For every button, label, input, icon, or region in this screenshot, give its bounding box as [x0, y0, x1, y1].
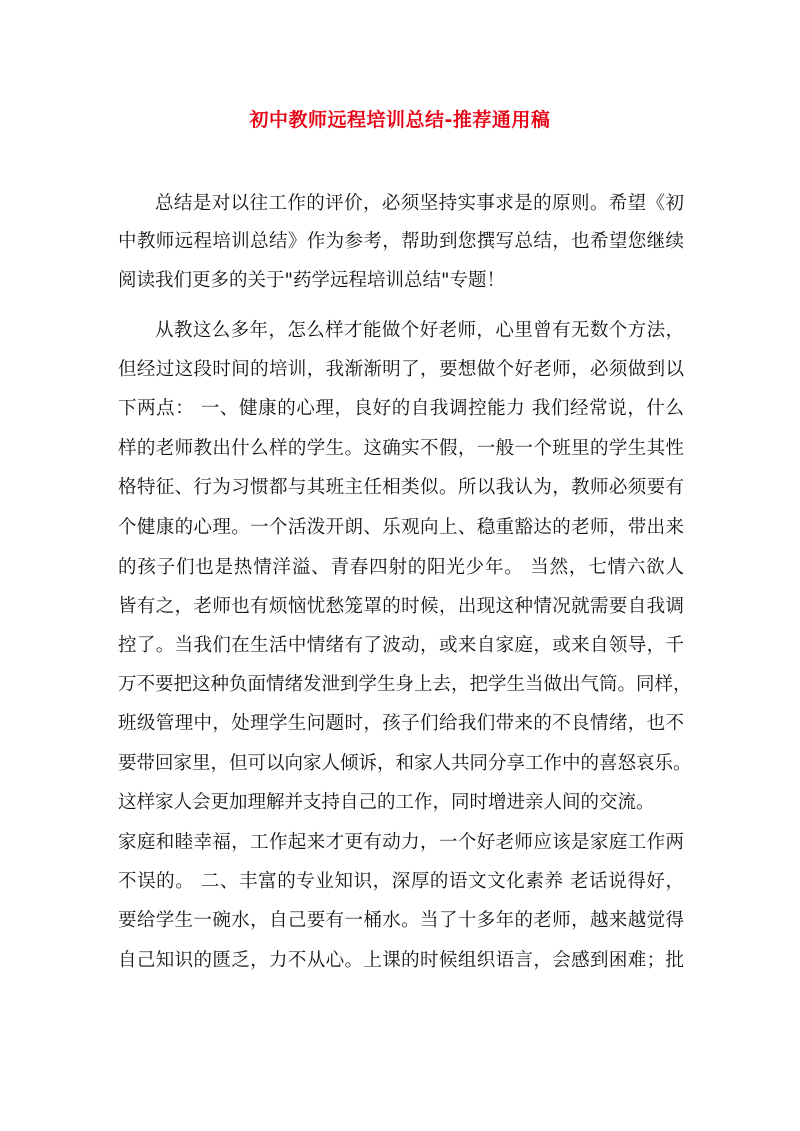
paragraph-2-line-4: 样的老师教出什么样的学生。这确实不假，一般一个班里的学生其性	[118, 438, 684, 459]
paragraph-2-line-12: 要带回家里，但可以向家人倾诉，和家人共同分享工作中的喜怒哀乐。	[118, 753, 692, 774]
paragraph-1-line-2: 中教师远程培训总结》作为参考，帮助到您撰写总结，也希望您继续	[118, 231, 684, 252]
paragraph-2-line-3: 下两点： 一、健康的心理，良好的自我调控能力 我们经常说，什么	[118, 398, 684, 419]
document-title: 初中教师远程培训总结-推荐通用稿	[249, 109, 551, 131]
paragraph-1-line-3: 阅读我们更多的关于"药学远程培训总结"专题！	[118, 270, 506, 291]
paragraph-2-line-5: 格特征、行为习惯都与其班主任相类似。所以我认为，教师必须要有	[118, 477, 684, 498]
paragraph-2-line-1: 从教这么多年，怎么样才能做个好老师，心里曾有无数个方法，	[155, 320, 684, 341]
paragraph-2-line-10: 万不要把这种负面情绪发泄到学生身上去，把学生当做出气筒。同样，	[118, 674, 692, 695]
paragraph-2-line-11: 班级管理中，处理学生问题时，孩子们给我们带来的不良情绪，也不	[118, 713, 684, 734]
paragraph-2-line-17: 自己知识的匮乏，力不从心。上课的时候组织语言，会感到困难；批	[118, 950, 684, 971]
paragraph-2-line-2: 但经过这段时间的培训，我渐渐明了，要想做个好老师，必须做到以	[118, 359, 684, 380]
paragraph-2-line-13: 这样家人会更加理解并支持自己的工作，同时增进亲人间的交流。	[118, 792, 655, 813]
paragraph-2-line-6: 个健康的心理。一个活泼开朗、乐观向上、稳重豁达的老师，带出来	[118, 517, 684, 538]
paragraph-2-line-14: 家庭和睦幸福，工作起来才更有动力，一个好老师应该是家庭工作两	[118, 832, 684, 853]
paragraph-2-line-7: 的孩子们也是热情洋溢、青春四射的阳光少年。 当然，七情六欲人	[118, 557, 684, 578]
paragraph-2-line-9: 控了。当我们在生活中情绪有了波动，或来自家庭，或来自领导，千	[118, 635, 684, 656]
paragraph-2-line-16: 要给学生一碗水，自己要有一桶水。当了十多年的老师，越来越觉得	[118, 910, 684, 931]
paragraph-2-line-8: 皆有之，老师也有烦恼忧愁笼罩的时候，出现这种情况就需要自我调	[118, 596, 684, 617]
paragraph-1-line-1: 总结是对以往工作的评价，必须坚持实事求是的原则。希望《初	[155, 193, 684, 214]
paragraph-2-line-15: 不误的。 二、丰富的专业知识，深厚的语文文化素养 老话说得好，	[118, 871, 684, 892]
